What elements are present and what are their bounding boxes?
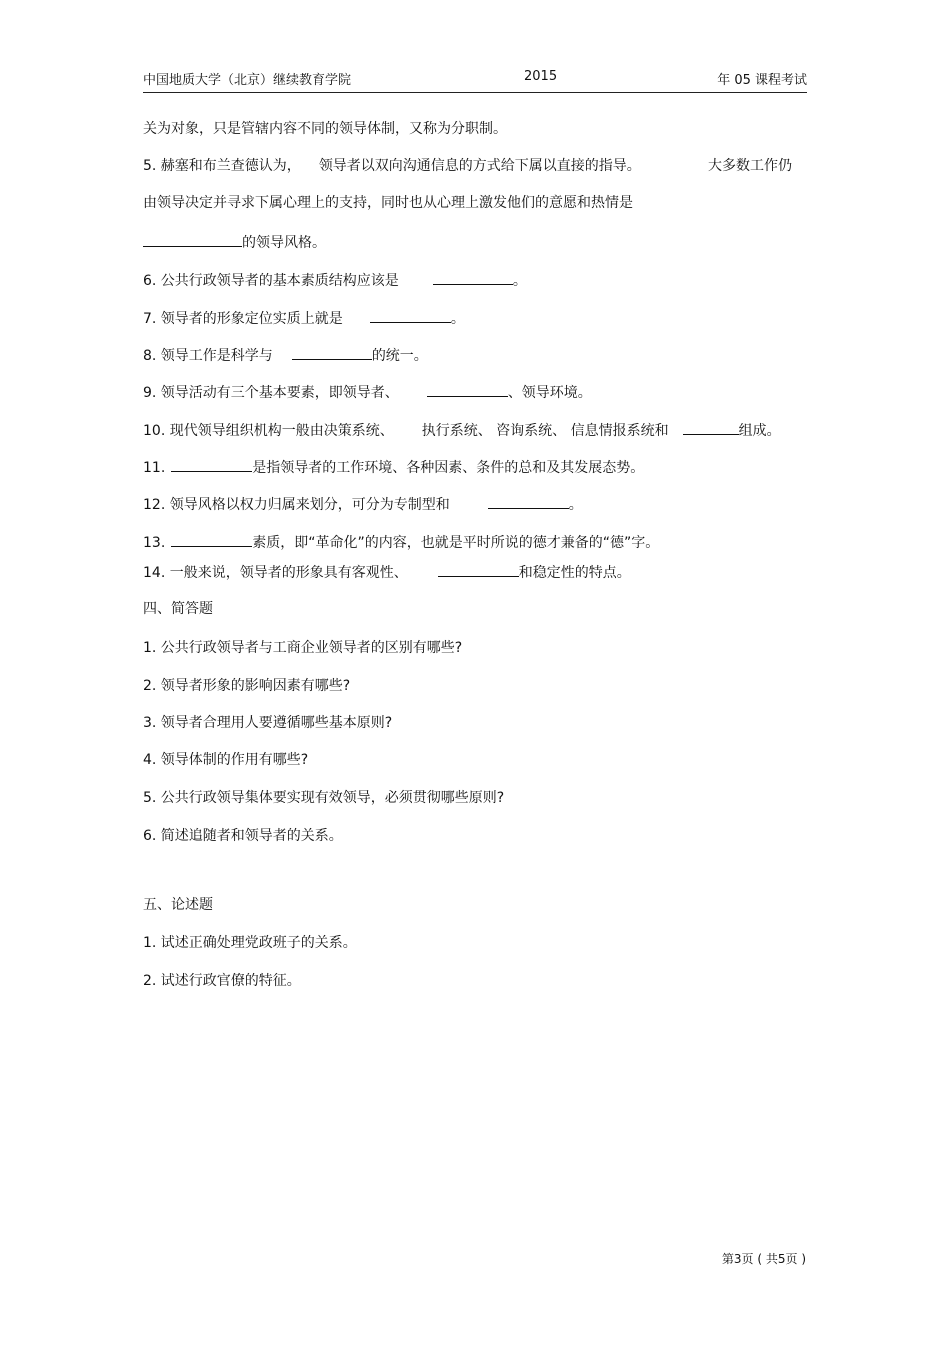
question-10: 10. 现代领导组织机构一般由决策系统、 执行系统、 咨询系统、 信息情报系统和 组成。 [143,420,781,440]
question-14: 14. 一般来说，领导者的形象具有客观性、 和稳定性的特点。 [143,562,631,582]
answer-blank[interactable] [438,562,519,577]
short-answer-question: 1. 公共行政领导者与工商企业领导者的区别有哪些? [143,640,463,656]
header-year: 2015 [524,69,558,84]
answer-blank[interactable] [433,270,513,285]
question-13: 13. 素质，即“革命化”的内容，也就是平时所说的德才兼备的“德”字。 [143,532,659,552]
answer-blank[interactable] [427,382,508,397]
question-11: 11. 是指领导者的工作环境、各种因素、条件的总和及其发展态势。 [143,457,644,477]
section-5-title: 五、论述题 [143,897,213,913]
question-5-line-3: 的领导风格。 [143,232,326,252]
answer-blank[interactable] [683,420,739,435]
essay-question: 1. 试述正确处理党政班子的关系。 [143,935,357,951]
question-9: 9. 领导活动有三个基本要素，即领导者、 、领导环境。 [143,382,592,402]
answer-blank[interactable] [143,232,242,247]
short-answer-question: 3. 领导者合理用人要遵循哪些基本原则? [143,715,393,731]
short-answer-question: 5. 公共行政领导集体要实现有效领导，必须贯彻哪些原则? [143,790,505,806]
text-line: 关为对象，只是管辖内容不同的领导体制，又称为分职制。 [143,121,507,137]
question-12: 12. 领导风格以权力归属来划分，可分为专制型和 。 [143,494,583,514]
essay-question: 2. 试述行政官僚的特征。 [143,973,301,989]
header-institution: 中国地质大学（北京）继续教育学院 [143,73,352,88]
short-answer-question: 2. 领导者形象的影响因素有哪些? [143,678,351,694]
answer-blank[interactable] [171,532,252,547]
answer-blank[interactable] [488,494,569,509]
answer-blank[interactable] [292,345,372,360]
header-exam: 年 05 课程考试 [717,73,807,88]
question-8: 8. 领导工作是科学与 的统一。 [143,345,428,365]
question-5-line-2: 由领导决定并寻求下属心理上的支持，同时也从心理上激发他们的意愿和热情是 [143,195,633,211]
answer-blank[interactable] [171,457,252,472]
page-number: 第3页 ( 共5页 ) [721,1252,806,1266]
page-header [143,66,807,93]
question-5-line-1: 5. 赫塞和布兰查德认为， 领导者以双向沟通信息的方式给下属以直接的指导。 大多数工作仍 [143,158,792,174]
question-6: 6. 公共行政领导者的基本素质结构应该是 。 [143,270,527,290]
short-answer-question: 6. 简述追随者和领导者的关系。 [143,828,343,844]
section-4-title: 四、简答题 [143,601,213,617]
question-7: 7. 领导者的形象定位实质上就是 。 [143,308,465,328]
answer-blank[interactable] [370,308,451,323]
short-answer-question: 4. 领导体制的作用有哪些? [143,752,309,768]
